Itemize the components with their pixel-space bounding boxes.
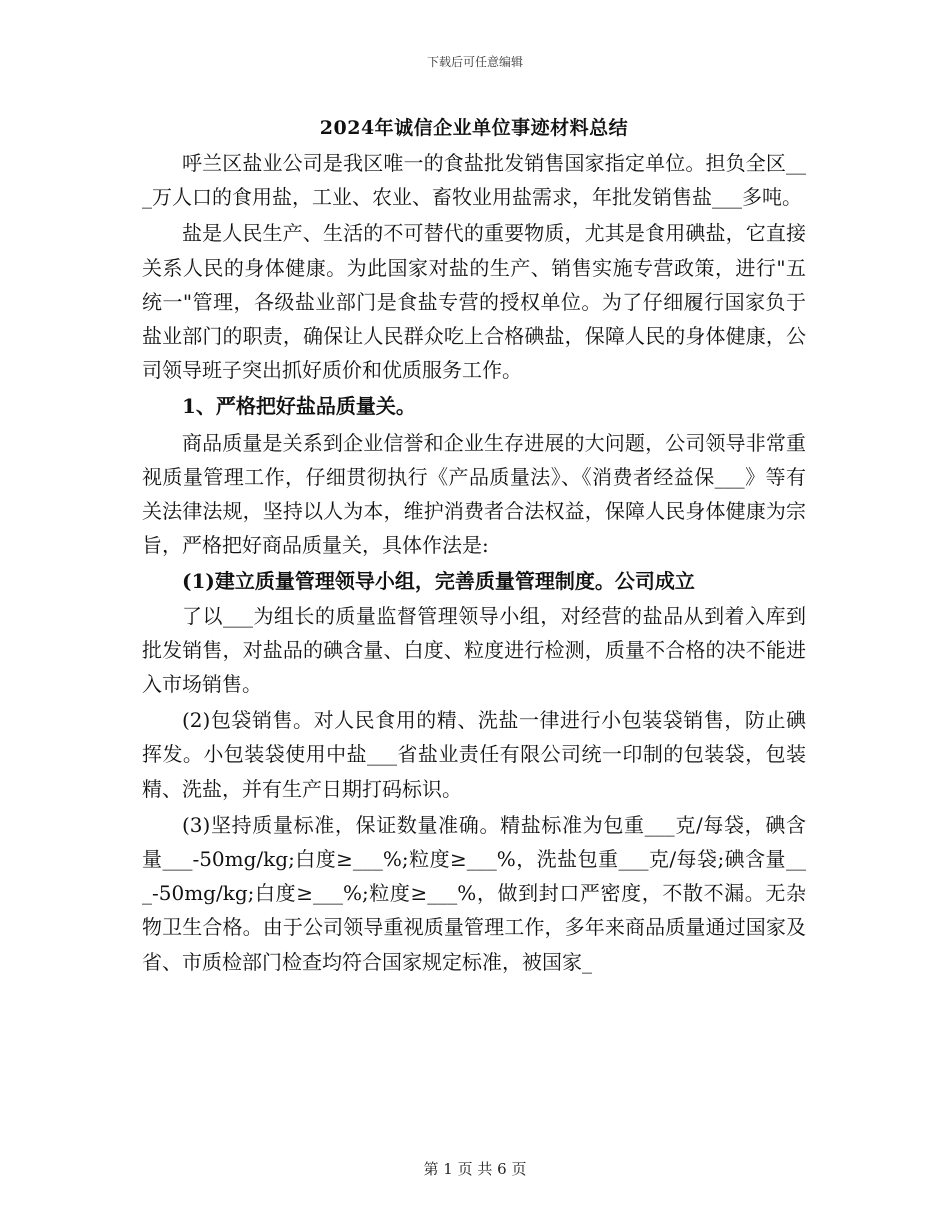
- document-title: 2024年诚信企业单位事迹材料总结: [319, 117, 629, 139]
- paragraph-quality-overview: 商品质量是关系到企业信誉和企业生存进展的大问题，公司领导非常重视质量管理工作，仔细贯彻执行《产品质量法》、《消费者经益保___》等有关法律法规，坚持以人为本，维护消费者合法权益，保障人民身体健康为宗旨，严格把好商品质量关，具体作法是:: [142, 430, 806, 558]
- paragraph-quality-standard: (3)坚持质量标准，保证数量准确。精盐标准为包重___克/每袋，碘含量___-50mg/kg;白度≥___%;粒度≥___%，洗盐包重___克/每袋;碘含量___-50mg/kg;白度≥___%;粒度≥___%，做到封口严密度，不散不漏。无杂物卫生合格。由于公司领导重视质量管理工作，多年来商品质量通过国家及省、市质检部门检查均符合国家规定标准，被国家_: [142, 812, 806, 974]
- page-header: 下载后可任意编辑: [426, 55, 523, 69]
- document-body: [142, 112, 806, 979]
- paragraph-salt-importance: 盐是人民生产、生活的不可替代的重要物质，尤其是食用碘盐，它直接关系人民的身体健康。为此国家对盐的生产、销售实施专营政策，进行"五统一"管理，各级盐业部门是食盐专营的授权单位。为了仔细履行国家负于盐业部门的职责，确保让人民群众吃上合格碘盐，保障人民的身体健康，公司领导班子突出抓好质价和优质服务工作。: [142, 221, 806, 383]
- paragraph-quality-team: 了以___为组长的质量监督管理领导小组，对经营的盐品从到着入库到批发销售，对盐品的碘含量、白度、粒度进行检测，质量不合格的决不能进入市场销售。: [142, 603, 806, 697]
- paragraph-bag-sales: (2)包袋销售。对人民食用的精、洗盐一律进行小包装袋销售，防止碘挥发。小包装袋使用中盐___省盐业责任有限公司统一印制的包装袋，包装精、洗盐，并有生产日期打码标识。: [142, 708, 806, 801]
- paragraph-intro: 呼兰区盐业公司是我区唯一的食盐批发销售国家指定单位。担负全区___万人口的食用盐，工业、农业、畜牧业用盐需求，年批发销售盐___多吨。: [142, 151, 806, 210]
- subheading-quality-team: (1)建立质量管理领导小组，完善质量管理制度。公司成立: [182, 569, 695, 594]
- section-heading-quality: 1、严格把好盐品质量关。: [182, 394, 416, 419]
- page-footer: 第 1 页 共 6 页: [423, 1160, 527, 1178]
